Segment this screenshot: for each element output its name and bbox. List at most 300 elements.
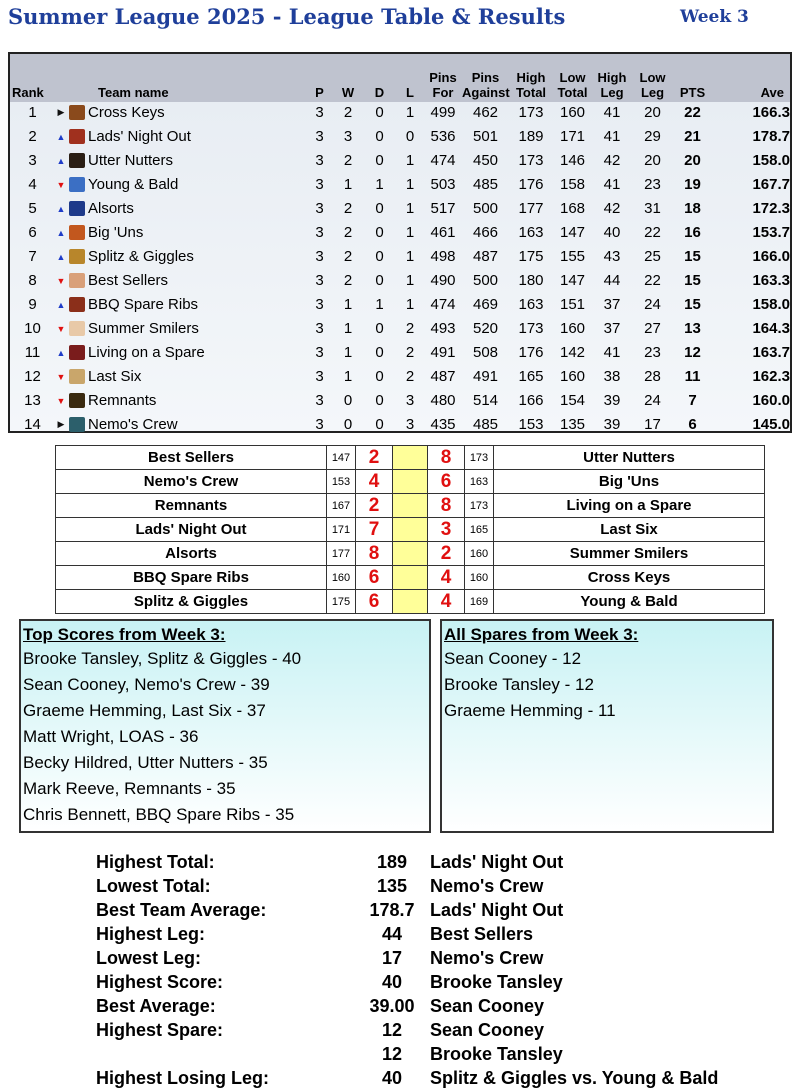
top-score-line: Brooke Tansley, Splitz & Giggles - 40 [23,649,302,668]
drawn-cell: 0 [375,199,384,217]
rank-cell: 12 [24,367,41,385]
pins-for-cell: 491 [430,343,456,361]
low-leg-cell: 22 [644,271,661,289]
summary-row [96,898,718,922]
high-total-cell: 173 [518,103,544,121]
col-d: D [374,85,385,100]
high-total-cell: 165 [518,367,544,385]
summary-row [96,922,718,946]
away-total: 165 [465,518,494,542]
played-cell: 3 [315,247,324,265]
drawn-cell: 0 [375,271,384,289]
top-score-line: Becky Hildred, Utter Nutters - 35 [23,753,268,772]
summary-row [96,1018,718,1042]
home-team: Best Sellers [56,446,327,470]
team-cell [55,316,306,340]
average-cell: 160.0 [752,391,790,409]
low-leg-cell: 20 [644,103,661,121]
average-cell: 167.7 [752,175,790,193]
league-table [8,52,792,433]
summary-value: 12 [381,1019,403,1040]
away-team: Living on a Spare [494,494,765,518]
low-total-cell: 160 [559,367,586,385]
team-name: Last Six [88,367,142,385]
high-total-cell: 163 [518,223,544,241]
won-cell: 1 [343,367,353,385]
high-leg-cell: 38 [603,367,621,385]
result-divider [393,566,428,590]
home-total: 167 [327,494,356,518]
won-cell: 1 [343,343,353,361]
home-team: BBQ Spare Ribs [56,566,327,590]
team-cell [55,148,306,172]
played-cell: 3 [315,103,324,121]
high-total-cell: 153 [518,415,544,433]
average-cell: 163.3 [752,271,790,289]
points-cell: 22 [684,103,701,121]
low-leg-cell: 31 [644,199,661,217]
team-name: Nemo's Crew [88,415,178,433]
won-cell: 3 [343,127,353,145]
drawn-cell: 0 [375,127,384,145]
rank-cell: 7 [28,247,37,265]
pins-for-cell: 490 [430,271,456,289]
pins-for-cell: 435 [430,415,456,433]
home-legs: 6 [356,590,393,614]
low-total-cell: 155 [559,247,586,265]
home-total: 147 [327,446,356,470]
high-total-cell: 166 [518,391,544,409]
home-legs: 2 [356,446,393,470]
summary-value: 189 [376,851,408,872]
summary-label: Lowest Leg: [96,947,202,968]
low-leg-cell: 25 [644,247,661,265]
team-logo-icon [69,177,85,192]
high-leg-cell: 39 [603,415,621,433]
result-divider [393,446,428,470]
summary-value: 40 [381,971,403,992]
team-name: BBQ Spare Ribs [88,295,199,313]
summary-label: Highest Leg: [96,923,206,944]
summary-row [96,994,718,1018]
away-team: Last Six [494,518,765,542]
top-score-line: Chris Bennett, BBQ Spare Ribs - 35 [23,805,295,824]
top-score-line: Sean Cooney, Nemo's Crew - 39 [23,675,270,694]
pins-for-cell: 474 [430,295,456,313]
team-name: Utter Nutters [88,151,174,169]
won-cell: 2 [343,151,353,169]
high-leg-cell: 40 [603,223,621,241]
home-total: 175 [327,590,356,614]
played-cell: 3 [315,199,324,217]
low-total-cell: 154 [559,391,586,409]
result-row [56,566,765,590]
top-scores-title: Top Scores from Week 3: [23,625,226,644]
summary-row [96,970,718,994]
league-row [10,244,794,268]
won-cell: 2 [343,247,353,265]
team-cell [55,172,306,196]
high-total-cell: 163 [518,295,544,313]
summary-label: Highest Spare: [96,1019,224,1040]
rank-cell: 14 [24,415,41,433]
average-cell: 172.3 [752,199,790,217]
away-legs: 3 [428,518,465,542]
team-logo-icon [69,369,85,384]
home-total: 153 [327,470,356,494]
no-change-arrow-icon: ▶ [57,419,65,430]
won-cell: 1 [343,175,353,193]
low-leg-cell: 17 [644,415,661,433]
won-cell: 2 [343,223,353,241]
points-cell: 15 [684,295,701,313]
team-name: Remnants [88,391,157,409]
low-leg-cell: 24 [644,295,661,313]
pins-for-cell: 498 [430,247,456,265]
lost-cell: 1 [405,151,415,169]
pins-against-cell: 485 [472,175,499,193]
pins-against-cell: 466 [472,223,499,241]
col-team: Team name [98,85,169,100]
summary-value: 178.7 [369,899,415,920]
result-row [56,542,765,566]
played-cell: 3 [315,367,324,385]
up-arrow-icon: ▲ [56,347,66,358]
won-cell: 2 [343,103,353,121]
drawn-cell: 1 [375,175,384,193]
low-total-cell: 158 [559,175,586,193]
col-l: L [406,85,414,100]
rank-cell: 6 [28,223,37,241]
low-total-cell: 147 [559,223,586,241]
average-cell: 163.7 [752,343,790,361]
drawn-cell: 0 [375,343,384,361]
rank-cell: 9 [28,295,37,313]
lost-cell: 1 [405,223,415,241]
high-leg-cell: 44 [603,271,621,289]
low-leg-cell: 27 [644,319,661,337]
home-team: Alsorts [56,542,327,566]
team-cell [55,100,306,124]
pins-against-cell: 520 [472,319,499,337]
lost-cell: 3 [405,391,415,409]
low-leg-cell: 24 [644,391,661,409]
col-pts: PTS [679,85,706,100]
low-leg-cell: 23 [644,343,661,361]
home-legs: 8 [356,542,393,566]
spare-line: Graeme Hemming - 11 [444,701,616,720]
team-name: Living on a Spare [88,343,205,361]
result-divider [393,494,428,518]
points-cell: 16 [684,223,701,241]
league-row [10,196,794,220]
pins-for-cell: 461 [430,223,456,241]
summary-holder: Sean Cooney [430,1019,545,1040]
pins-for-cell: 536 [430,127,456,145]
result-divider [393,590,428,614]
spare-line: Brooke Tansley - 12 [444,675,594,694]
team-logo-icon [69,249,85,264]
played-cell: 3 [315,343,324,361]
league-row [10,340,794,364]
team-name: Summer Smilers [88,319,199,337]
col-pins-against: Pins Against [462,70,510,100]
lost-cell: 2 [405,367,415,385]
high-total-cell: 180 [518,271,544,289]
league-row [10,316,794,340]
pins-for-cell: 503 [430,175,456,193]
points-cell: 21 [684,127,701,145]
pins-against-cell: 462 [472,103,499,121]
low-leg-cell: 28 [644,367,661,385]
team-name: Big 'Uns [88,223,144,241]
team-cell [55,388,306,412]
home-total: 177 [327,542,356,566]
low-total-cell: 135 [559,415,586,433]
result-divider [393,518,428,542]
pins-against-cell: 491 [472,367,499,385]
away-legs: 2 [428,542,465,566]
league-row [10,172,794,196]
summary-value: 135 [376,875,408,896]
average-cell: 178.7 [752,127,790,145]
lost-cell: 1 [405,271,415,289]
low-total-cell: 146 [559,151,586,169]
points-cell: 15 [684,271,701,289]
summary-table [96,850,718,1090]
average-cell: 158.0 [752,151,790,169]
played-cell: 3 [315,151,324,169]
team-cell [55,244,306,268]
drawn-cell: 0 [375,103,384,121]
summary-holder: Best Sellers [430,923,534,944]
col-w: W [341,85,355,100]
rank-cell: 2 [28,127,37,145]
team-name: Best Sellers [88,271,169,289]
pins-against-cell: 500 [472,271,499,289]
played-cell: 3 [315,223,324,241]
away-legs: 4 [428,590,465,614]
played-cell: 3 [315,271,324,289]
spare-line: Sean Cooney - 12 [444,649,582,668]
high-total-cell: 173 [518,319,544,337]
league-header-row [10,54,794,100]
team-logo-icon [69,105,85,120]
low-total-cell: 160 [559,319,586,337]
rank-cell: 4 [28,175,37,193]
points-cell: 13 [684,319,701,337]
low-leg-cell: 23 [644,175,661,193]
league-row [10,388,794,412]
won-cell: 0 [343,391,353,409]
average-cell: 158.0 [752,295,790,313]
high-total-cell: 189 [518,127,544,145]
away-total: 169 [465,590,494,614]
all-spares-title: All Spares from Week 3: [444,625,639,644]
home-legs: 6 [356,566,393,590]
team-cell [55,292,306,316]
home-legs: 2 [356,494,393,518]
points-cell: 11 [684,367,701,385]
high-total-cell: 176 [518,175,544,193]
up-arrow-icon: ▲ [56,203,66,214]
lost-cell: 3 [405,415,415,433]
rank-cell: 10 [24,319,41,337]
rank-cell: 3 [28,151,37,169]
col-p: P [315,85,324,100]
average-cell: 145.0 [752,415,790,433]
played-cell: 3 [315,175,324,193]
team-logo-icon [69,273,85,288]
away-team: Utter Nutters [494,446,765,470]
summary-holder: Brooke Tansley [430,1043,563,1064]
team-logo-icon [69,297,85,312]
summary-value: 44 [381,923,403,944]
result-row [56,470,765,494]
high-leg-cell: 42 [603,151,621,169]
drawn-cell: 0 [375,391,384,409]
summary-holder: Splitz & Giggles vs. Young & Bald [430,1067,719,1088]
won-cell: 0 [343,415,353,433]
summary-label: Highest Score: [96,971,224,992]
pins-for-cell: 487 [430,367,456,385]
average-cell: 153.7 [752,223,790,241]
league-row [10,268,794,292]
away-team: Summer Smilers [494,542,765,566]
low-total-cell: 160 [559,103,586,121]
no-change-arrow-icon: ▶ [57,107,65,118]
pins-against-cell: 508 [472,343,499,361]
team-name: Young & Bald [88,175,179,193]
pins-for-cell: 499 [430,103,456,121]
home-team: Nemo's Crew [56,470,327,494]
played-cell: 3 [315,127,324,145]
high-leg-cell: 41 [603,103,621,121]
col-pins-for: Pins For [429,70,457,100]
won-cell: 1 [343,319,353,337]
away-team: Cross Keys [494,566,765,590]
down-arrow-icon: ▼ [56,179,66,190]
lost-cell: 2 [405,343,415,361]
team-cell [55,124,306,148]
low-total-cell: 142 [559,343,586,361]
pins-against-cell: 500 [472,199,499,217]
summary-row [96,1066,718,1090]
team-name: Alsorts [88,199,134,217]
summary-holder: Nemo's Crew [430,875,544,896]
league-row [10,364,794,388]
team-name: Lads' Night Out [88,127,191,145]
summary-holder: Brooke Tansley [430,971,563,992]
high-leg-cell: 39 [603,391,621,409]
pins-against-cell: 514 [472,391,499,409]
home-legs: 7 [356,518,393,542]
away-total: 163 [465,470,494,494]
drawn-cell: 0 [375,223,384,241]
won-cell: 2 [343,271,353,289]
page-title: Summer League 2025 - League Table & Results [8,4,566,29]
league-row [10,100,794,124]
average-cell: 166.3 [752,103,790,121]
team-logo-icon [69,393,85,408]
team-logo-icon [69,225,85,240]
points-cell: 7 [688,391,697,409]
up-arrow-icon: ▲ [56,299,66,310]
high-total-cell: 176 [518,343,544,361]
average-cell: 162.3 [752,367,790,385]
average-cell: 166.0 [752,247,790,265]
col-high-leg: High Leg [597,70,627,100]
up-arrow-icon: ▲ [56,251,66,262]
rank-cell: 8 [28,271,37,289]
team-logo-icon [69,129,85,144]
points-cell: 12 [684,343,701,361]
played-cell: 3 [315,415,324,433]
home-total: 171 [327,518,356,542]
result-row [56,446,765,470]
rank-cell: 13 [24,391,41,409]
top-score-line: Matt Wright, LOAS - 36 [23,727,199,746]
team-cell [55,340,306,364]
summary-value: 39.00 [369,995,415,1016]
result-row [56,590,765,614]
pins-for-cell: 517 [430,199,456,217]
results-table [55,445,765,614]
pins-for-cell: 493 [430,319,456,337]
played-cell: 3 [315,319,324,337]
result-divider [393,542,428,566]
result-row [56,494,765,518]
team-cell [55,196,306,220]
down-arrow-icon: ▼ [56,395,66,406]
low-leg-cell: 29 [644,127,661,145]
team-cell [55,220,306,244]
up-arrow-icon: ▲ [56,227,66,238]
summary-value: 12 [381,1043,403,1064]
week-label: Week 3 [680,7,749,27]
drawn-cell: 0 [375,367,384,385]
pins-for-cell: 480 [430,391,456,409]
lost-cell: 2 [405,319,415,337]
average-cell: 164.3 [752,319,790,337]
summary-row [96,946,718,970]
col-low-total: Low Total [557,70,588,100]
pins-against-cell: 485 [472,415,499,433]
home-team: Lads' Night Out [56,518,327,542]
pins-for-cell: 474 [430,151,456,169]
summary-label: Best Team Average: [96,899,267,920]
pins-against-cell: 501 [472,127,499,145]
drawn-cell: 0 [375,415,384,433]
high-total-cell: 175 [518,247,544,265]
summary-holder: Sean Cooney [430,995,545,1016]
away-total: 160 [465,542,494,566]
lost-cell: 1 [405,295,415,313]
won-cell: 1 [343,295,353,313]
low-total-cell: 171 [559,127,586,145]
summary-holder: Lads' Night Out [430,851,564,872]
high-leg-cell: 37 [603,319,621,337]
high-leg-cell: 37 [603,295,621,313]
league-row [10,412,794,436]
low-total-cell: 168 [559,199,586,217]
points-cell: 20 [684,151,701,169]
summary-holder: Lads' Night Out [430,899,564,920]
up-arrow-icon: ▲ [56,155,66,166]
team-logo-icon [69,345,85,360]
rank-cell: 11 [24,343,41,361]
rank-cell: 5 [28,199,37,217]
